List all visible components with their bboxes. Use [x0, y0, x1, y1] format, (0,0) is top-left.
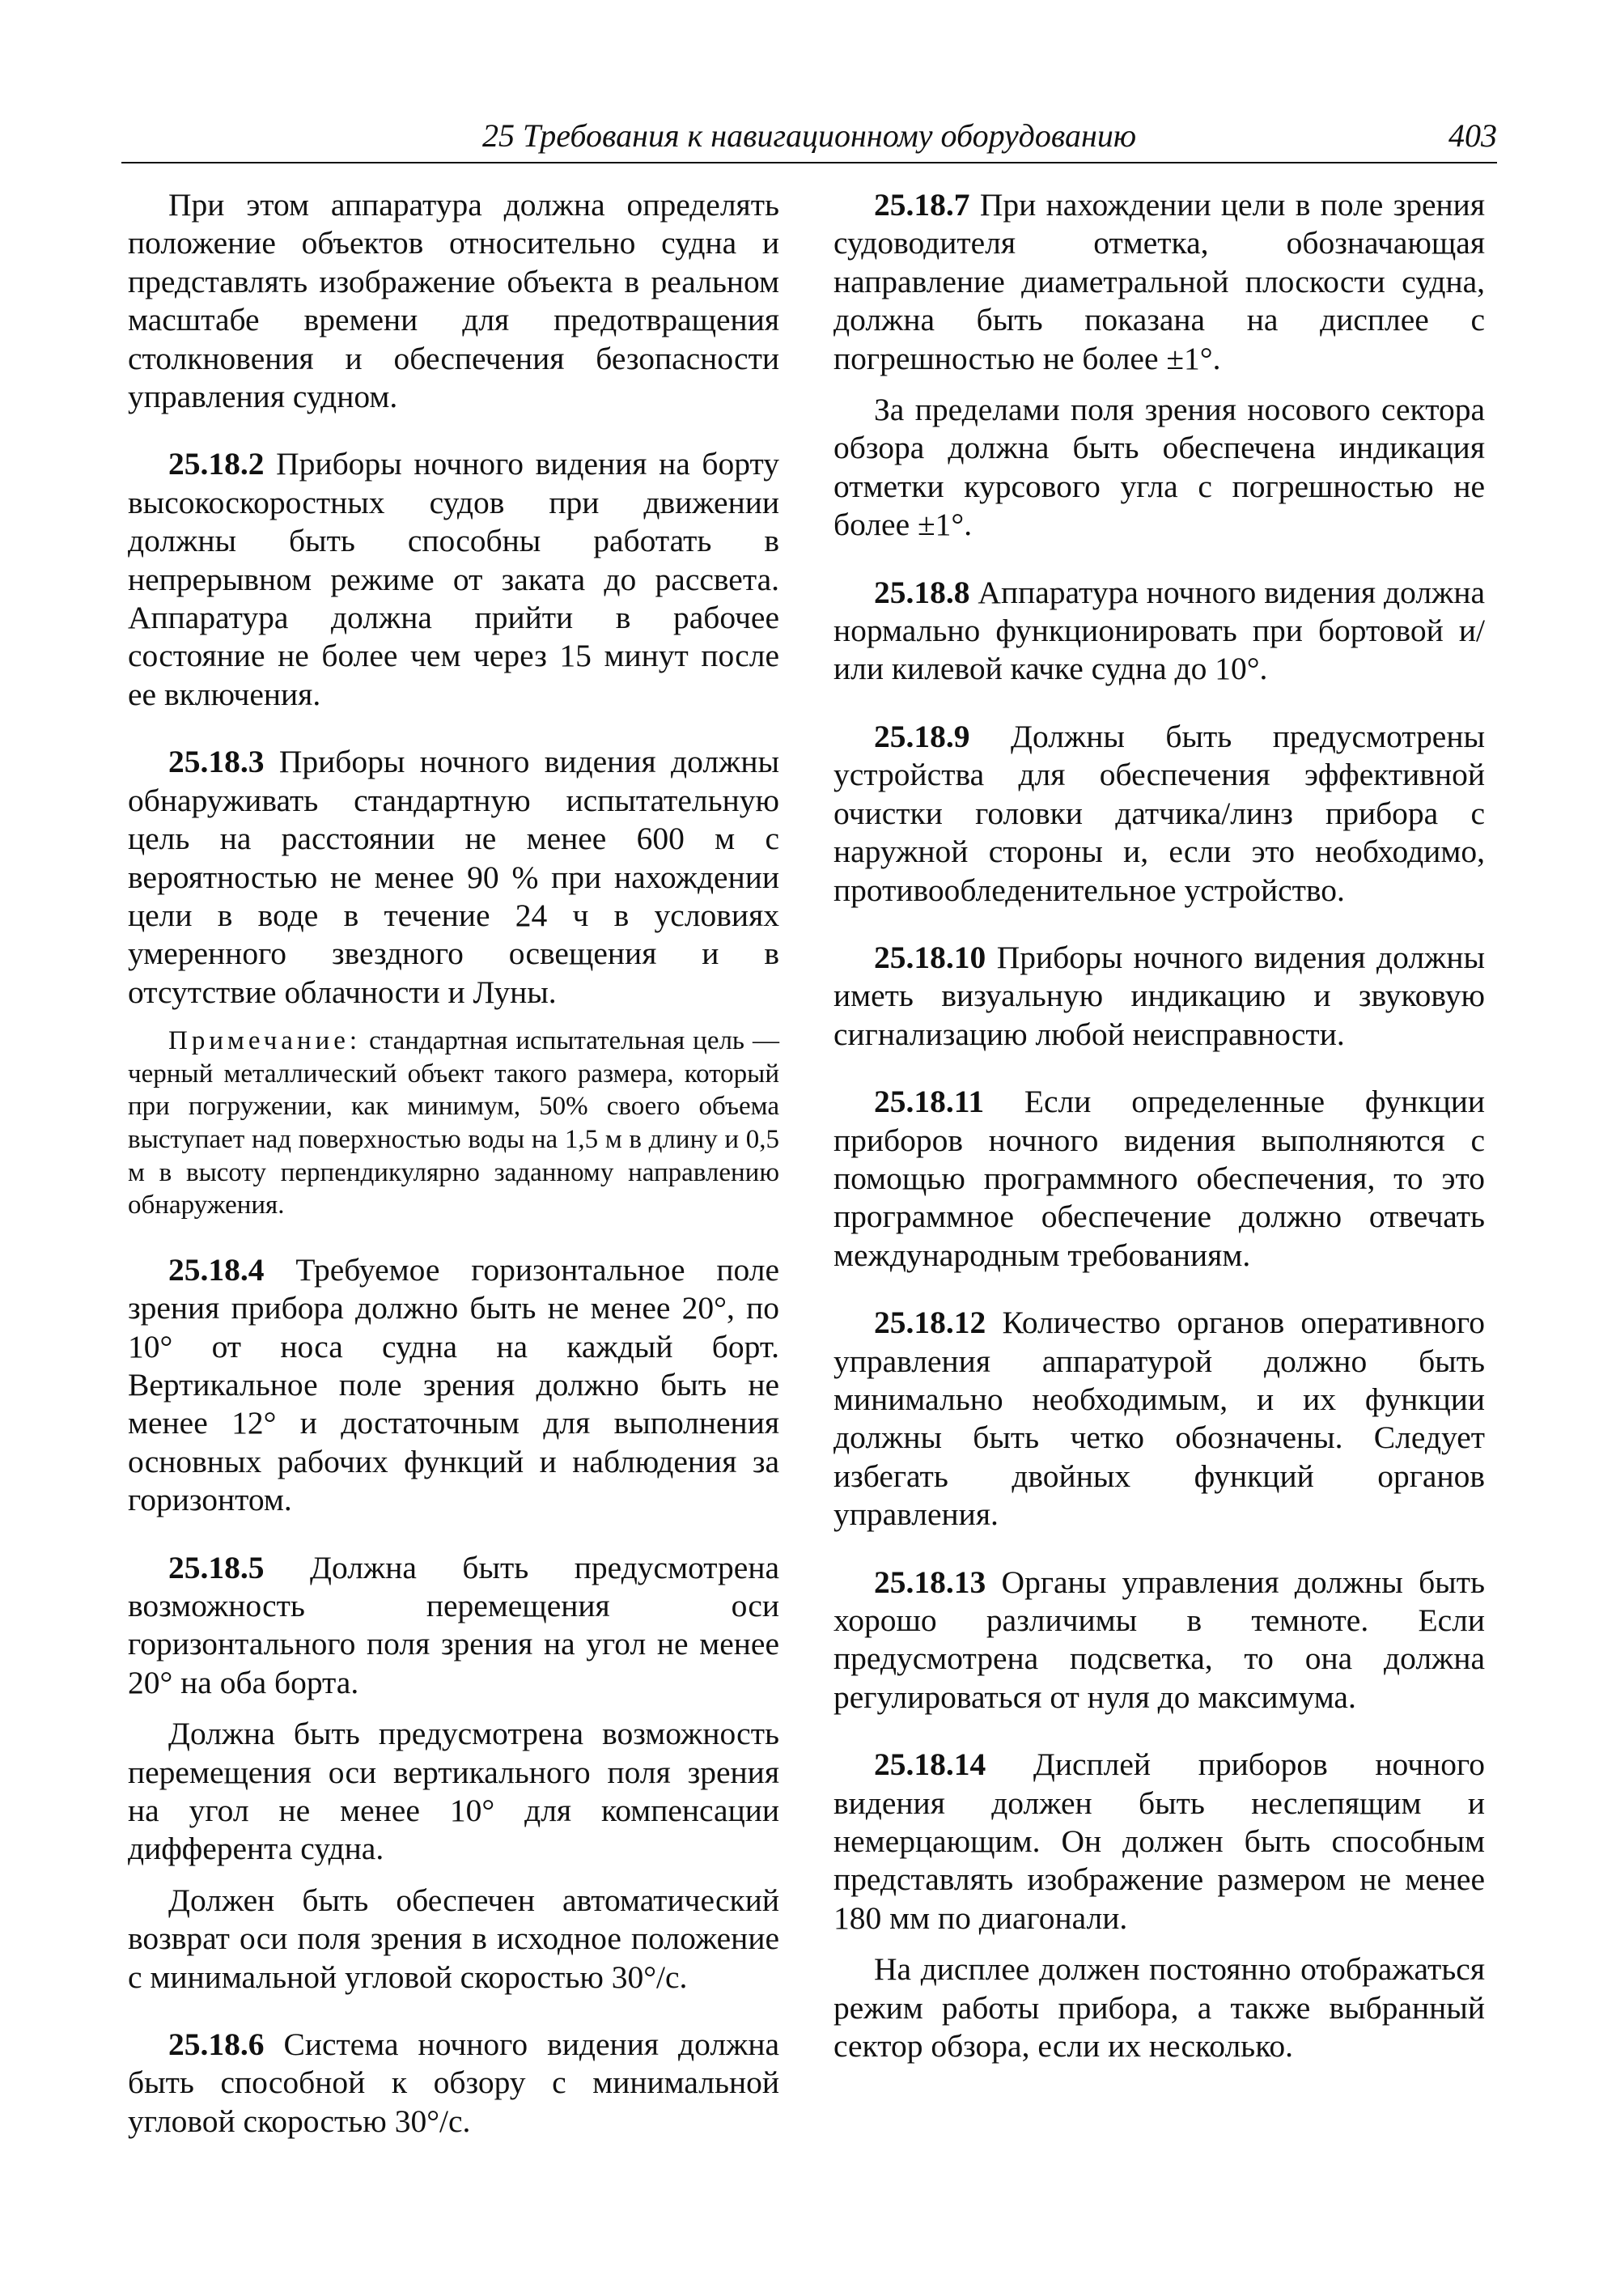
section-text: Приборы ночного видения должны обнаруживать стандартную испытательную цель на расстоянии не менее 600 м с вероятностью не менее 90 % при нахождении цели в воде в течение 24 ч в условиях умеренного звездного освещения и в отсутствие облачности и Луны.: [128, 744, 779, 1010]
paragraph: Должен быть обеспечен автоматический возврат оси поля зрения в исходное положение с минимальной угловой скоростью 30°/с.: [128, 1882, 779, 1995]
section-number: 25.18.4: [168, 1251, 265, 1288]
section-text: Приборы ночного видения должны иметь визуальную индикацию и звуковую сигнализацию любой неисправности.: [833, 939, 1485, 1052]
section-25-18-13: [833, 1564, 1485, 1717]
section-number: 25.18.6: [168, 2027, 265, 2062]
paragraph: За пределами поля зрения носового сектора обзора должна быть обеспечена индикация отметки курсового угла с погрешностью не более ±1°.: [833, 392, 1485, 543]
paragraph-intro: При этом аппаратура должна определять положение объектов относительно судна и представлять изображение объекта в реальном масштабе времени для предотвращения столкновения и обеспечения безопасности управления судном.: [128, 187, 779, 415]
section-25-18-9: [833, 718, 1485, 910]
section-text: Требуемое горизонтальное поле зрения прибора должно быть не менее 20°, по 10° от носа судна на каждый борт. Вертикальное поле зрения должно быть не менее 12° и достаточным для выполнения основных рабочих функций и наблюдения за горизонтом.: [128, 1251, 780, 1518]
page-number: 403: [1448, 117, 1497, 154]
section-text: Дисплей приборов ночного видения должен быть неслепящим и немерцающим. Он должен быть способным представлять изображение размером не менее 180 мм по диагонали.: [833, 1746, 1486, 1936]
section-25-18-11: [833, 1083, 1485, 1275]
section-25-18-3: [128, 743, 779, 1012]
section-text: Приборы ночного видения на борту высокоскоростных судов при движении должны быть способны работать в непрерывном режиме от заката до рассвета. Аппаратура должна прийти в рабочее состояние не более чем через 15 минут после ее включения.: [128, 446, 779, 712]
section-number: 25.18.14: [874, 1746, 986, 1783]
section-25-18-8: [833, 574, 1485, 689]
section-text: При нахождении цели в поле зрения судоводителя отметка, обозначающая направление диаметральной плоскости судна, должна быть показана на дисплее с погрешностью не более ±1°.: [833, 187, 1485, 376]
section-25-18-7: [833, 186, 1485, 378]
note-label: Примечание:: [168, 1026, 362, 1056]
left-column: [128, 186, 779, 2154]
paragraph: Должна быть предусмотрена возможность перемещения оси вертикального поля зрения на угол не менее 10° для компенсации дифферента судна.: [128, 1716, 779, 1867]
right-column: [833, 186, 1485, 2078]
running-header: [121, 112, 1497, 163]
section-25-18-4: [128, 1251, 779, 1520]
section-number: 25.18.9: [874, 718, 970, 754]
section-number: 25.18.5: [168, 1549, 265, 1585]
section-text: Если определенные функции приборов ночного видения выполняются с помощью программного обеспечения, то это программное обеспечение должно отвечать международным требованиям.: [833, 1084, 1485, 1273]
section-text: Аппаратура ночного видения должна нормально функционировать при бортовой и/или килевой качке судна до 10°.: [833, 574, 1485, 687]
section-text: Система ночного видения должна быть способной к обзору с минимальной угловой скоростью 30°/с.: [128, 2027, 779, 2139]
section-25-18-10: [833, 939, 1485, 1054]
paragraph: На дисплее должен постоянно отображаться режим работы прибора, а также выбранный сектор обзора, если их несколько.: [833, 1951, 1485, 2065]
section-25-18-2: [128, 445, 779, 714]
note: [128, 1025, 779, 1222]
section-number: 25.18.10: [874, 939, 986, 975]
section-number: 25.18.2: [168, 446, 265, 482]
section-number: 25.18.3: [168, 744, 265, 780]
section-number: 25.18.11: [874, 1084, 985, 1120]
section-25-18-5: [128, 1549, 779, 1703]
section-number: 25.18.8: [874, 574, 970, 610]
header-title: 25 Требования к навигационному оборудованию: [481, 117, 1137, 154]
section-25-18-14: [833, 1746, 1485, 1937]
section-text: Органы управления должны быть хорошо различимы в темноте. Если предусмотрена подсветка, то она должна регулироваться от нуля до максимума.: [833, 1564, 1485, 1715]
section-text: Должна быть предусмотрена возможность перемещения оси горизонтального поля зрения на угол не менее 20° на оба борта.: [128, 1549, 779, 1700]
section-25-18-12: [833, 1304, 1485, 1534]
section-25-18-6: [128, 2026, 779, 2141]
section-number: 25.18.12: [874, 1305, 986, 1341]
section-text: Количество органов оперативного управления аппаратурой должно быть минимально необходимым, и их функции должны быть четко обозначены. Следует избегать двойных функций органов управления.: [833, 1305, 1486, 1533]
section-text: Должны быть предусмотрены устройства для обеспечения эффективной очистки головки датчика/линз прибора с наружной стороны и, если это необходимо, противообледенительное устройство.: [833, 718, 1486, 908]
section-number: 25.18.13: [874, 1564, 986, 1600]
note-text: стандартная испытательная цель — черный металлический объект такого размера, который при погружении, как минимум, 50% своего объема выступает над поверхностью воды на 1,5 м в длину и 0,5 м в высоту перпендикулярно заданному направлению обнаружения.: [128, 1026, 779, 1220]
section-number: 25.18.7: [874, 187, 970, 223]
